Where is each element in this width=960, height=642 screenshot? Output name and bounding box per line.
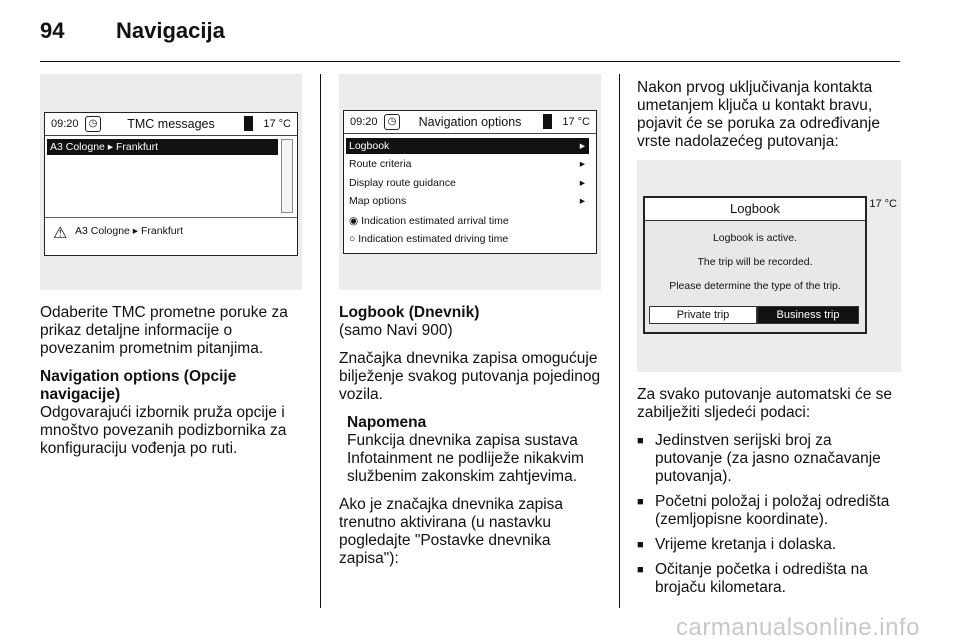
- dialog-line: Please determine the type of the trip.: [669, 280, 841, 292]
- watermark: carmanualsonline.info: [676, 614, 920, 641]
- radio-checked-icon: ◉: [349, 215, 359, 227]
- paragraph: Odaberite TMC prometne poruke za prikaz detaljne informacije o povezanim prometnim pitanjima.: [40, 304, 288, 357]
- page-number: 94: [40, 18, 65, 43]
- status-bar: [344, 111, 596, 134]
- screen-title: TMC messages: [127, 117, 215, 131]
- clock-icon: ◷: [85, 116, 101, 132]
- section-heading: Logbook (Dnevnik): [339, 304, 480, 321]
- radio-arrival-time[interactable]: [346, 213, 589, 229]
- paragraph: Odgovarajući izbornik pruža opcije i mnoštvo povezanih podizbornika za konfiguraciju vođenja po ruti.: [40, 404, 287, 457]
- menu-item-display-route-guidance[interactable]: [346, 175, 589, 191]
- status-bar: [45, 113, 297, 136]
- thermometer-icon: [543, 114, 552, 129]
- traffic-warning-icon: ⚠: [53, 225, 68, 242]
- section-heading: Navigation options (Opcije navigacije): [40, 368, 237, 403]
- dialog-line: The trip will be recorded.: [697, 256, 813, 268]
- data-list: [637, 432, 903, 597]
- note-title: Napomena: [347, 414, 427, 431]
- radio-unchecked-icon: ○: [349, 233, 356, 245]
- private-trip-button[interactable]: Private trip: [649, 306, 757, 324]
- column-divider-1: [320, 74, 321, 608]
- menu-item-label: Logbook: [349, 140, 390, 152]
- column-3-text: [637, 386, 903, 604]
- nav-options-screen: [343, 110, 597, 254]
- scrollbar[interactable]: [281, 139, 293, 213]
- list-item: ■ Jedinstven serijski broj za putovanje (za jasno označavanje putovanja).: [637, 432, 903, 486]
- logbook-dialog: [643, 196, 867, 334]
- business-trip-button[interactable]: Business trip: [757, 306, 859, 324]
- temperature: 17 °C: [562, 116, 590, 128]
- menu-item-label: Route criteria: [349, 158, 412, 170]
- chevron-right-icon: ▸: [579, 177, 585, 189]
- menu-item-logbook[interactable]: [346, 138, 589, 154]
- dialog-line: Logbook is active.: [712, 232, 798, 244]
- header-rule: [40, 61, 900, 62]
- paragraph: Nakon prvog uključivanja kontakta umetanjem ključa u kontakt bravu, pojavit će se poruka za određivanje vrste nadolazećeg putovanja:: [637, 79, 880, 150]
- chevron-right-icon: ▸: [579, 158, 585, 170]
- chevron-right-icon: ▸: [579, 140, 585, 152]
- radio-label: Indication estimated arrival time: [361, 215, 509, 227]
- list-item: ■ Vrijeme kretanja i dolaska.: [637, 536, 903, 554]
- nav-options-screenshot: [339, 74, 601, 290]
- divider: [45, 217, 297, 218]
- column-divider-2: [619, 74, 620, 608]
- menu-item-route-criteria[interactable]: [346, 156, 589, 172]
- note-text: Funkcija dnevnika zapisa sustava Infotainment ne podliježe nikakvim službenim zakonskim zahtjevima.: [347, 432, 584, 485]
- radio-driving-time[interactable]: [346, 231, 589, 247]
- tmc-detail: A3 Cologne ▸ Frankfurt: [75, 225, 183, 237]
- column-2-text: [339, 304, 601, 578]
- clock-time: 09:20: [350, 116, 378, 128]
- paragraph: Značajka dnevnika zapisa omogućuje bilježenje svakog putovanja pojedinog vozila.: [339, 350, 601, 403]
- screen-title: Navigation options: [418, 115, 522, 129]
- temperature: 17 °C: [263, 118, 291, 130]
- tmc-screen: [44, 112, 298, 256]
- paragraph: Ako je značajka dnevnika zapisa trenutno aktivirana (u nastavku pogledajte "Postavke dnevnika zapisa"):: [339, 496, 564, 567]
- note: [347, 414, 601, 486]
- subheading: (samo Navi 900): [339, 322, 453, 339]
- radio-label: Indication estimated driving time: [358, 233, 509, 245]
- thermometer-icon: [244, 116, 253, 131]
- clock-icon: ◷: [384, 114, 400, 130]
- chevron-right-icon: ▸: [579, 195, 585, 207]
- menu-item-label: Map options: [349, 195, 407, 207]
- tmc-item-selected[interactable]: [47, 139, 278, 155]
- list-item: ■ Početni položaj i položaj odredišta (zemljopisne koordinate).: [637, 493, 903, 529]
- menu-item-map-options[interactable]: [346, 193, 589, 209]
- clock-time: 09:20: [51, 118, 79, 130]
- list-item: ■ Očitanje početka i odredišta na brojaču kilometara.: [637, 561, 903, 597]
- paragraph: Za svako putovanje automatski će se zabilježiti sljedeći podaci:: [637, 386, 893, 421]
- dialog-title: Logbook: [645, 198, 865, 221]
- tmc-item-label: A3 Cologne ▸ Frankfurt: [50, 141, 158, 153]
- menu-item-label: Display route guidance: [349, 177, 456, 189]
- logbook-screenshot: [637, 160, 901, 372]
- column-1-text: [40, 304, 302, 468]
- page-title: Navigacija: [116, 18, 225, 43]
- column-3-intro: [637, 79, 901, 161]
- tmc-screenshot: [40, 74, 302, 290]
- temperature: 17 °C: [869, 198, 897, 210]
